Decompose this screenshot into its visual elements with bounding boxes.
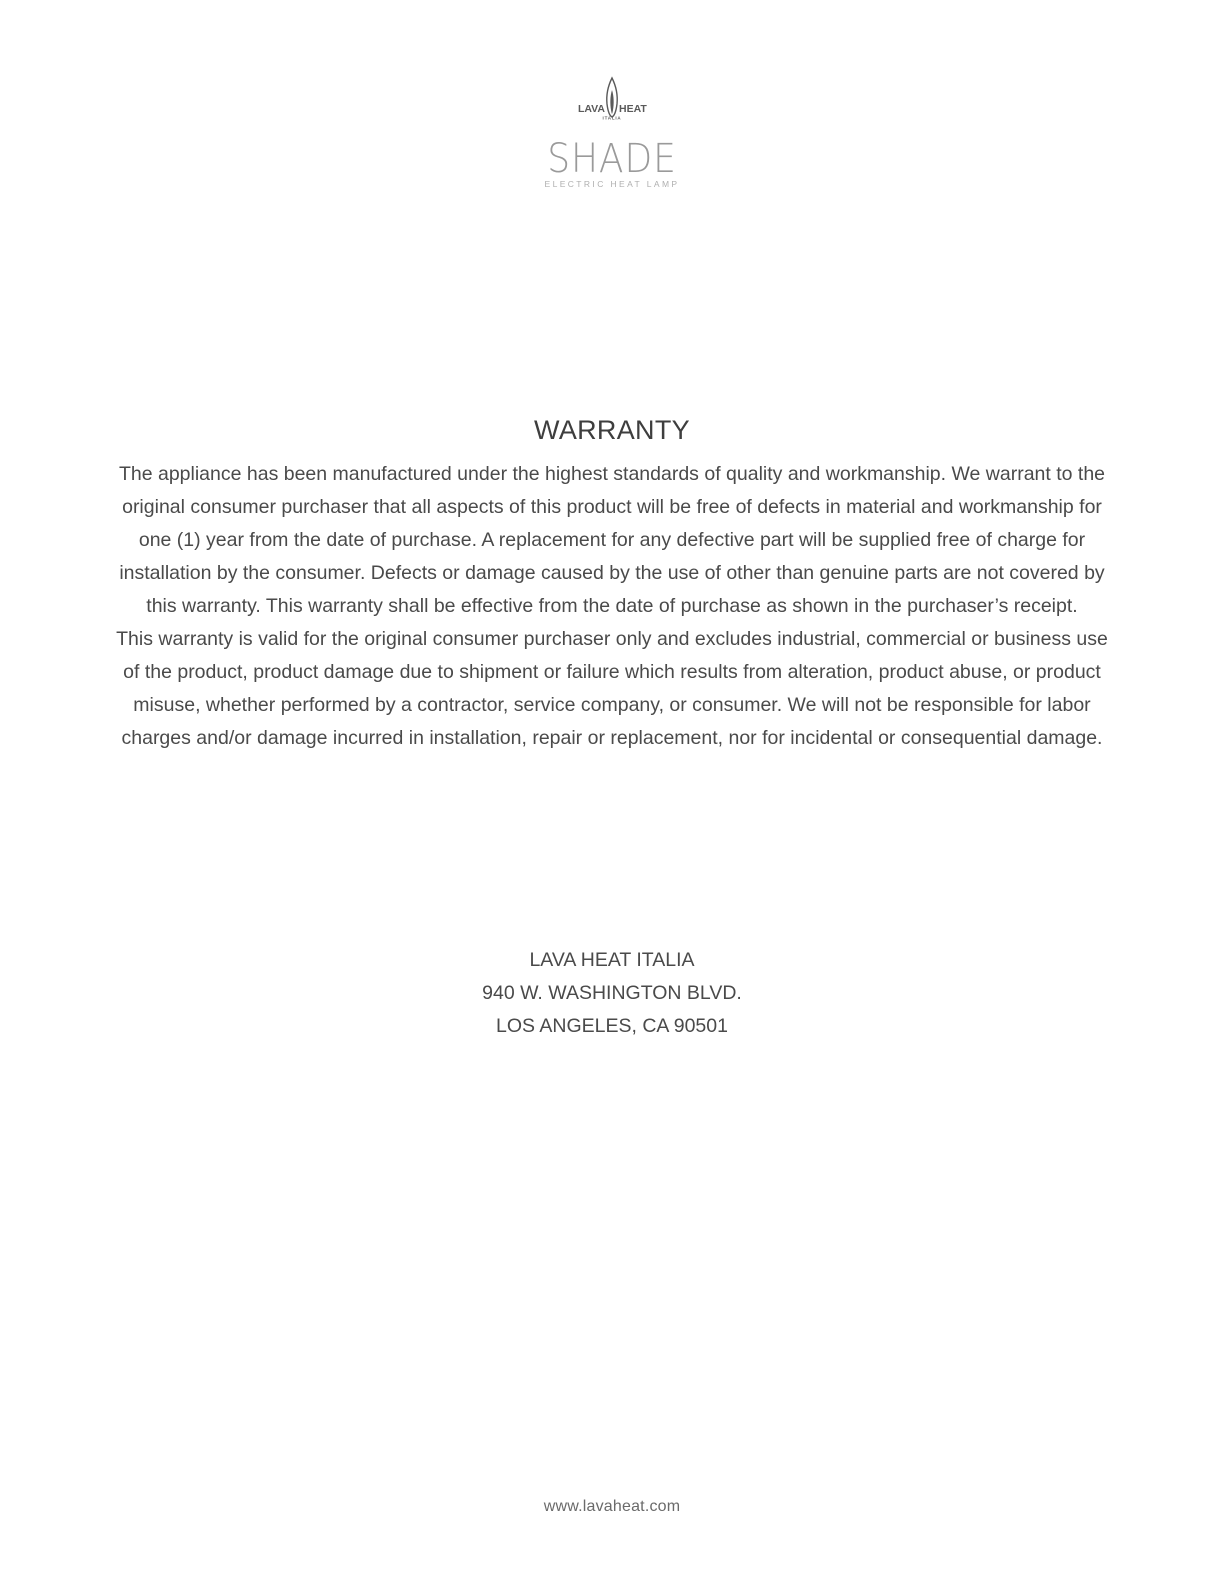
address-company: LAVA HEAT ITALIA (529, 949, 695, 971)
page-footer (0, 1498, 1224, 1516)
warranty-section (112, 412, 1112, 755)
warranty-paragraph-1: The appliance has been manufactured under the highest standards of quality and workmanship. We warrant to the original consumer purchaser that all aspects of this product will be free of defects in material and workmanship for one (1) year from the date of purchase. A replacement for any defective part will be supplied free of charge for installation by the consumer. Defects or damage caused by the use of other than genuine parts are not covered by this warranty. This warranty shall be effective from the date of purchase as shown in the purchaser’s receipt. (118, 463, 1106, 617)
product-tagline: ELECTRIC HEAT LAMP (544, 179, 680, 189)
company-address (0, 944, 1224, 1043)
flame-icon (607, 78, 618, 117)
logo-text-italia: ITALIA (602, 115, 622, 120)
brand-logo (567, 76, 657, 120)
product-name: SHADE (547, 136, 677, 182)
page-header (0, 76, 1224, 189)
logo-text-lava: LAVA (577, 103, 605, 115)
warranty-title: WARRANTY (534, 415, 690, 445)
address-street: 940 W. WASHINGTON BLVD. (482, 982, 742, 1004)
lava-heat-logo (567, 76, 657, 120)
website-link[interactable]: www.lavaheat.com (543, 1498, 681, 1515)
logo-text-heat: HEAT (619, 103, 647, 115)
address-city: LOS ANGELES, CA 90501 (496, 1015, 728, 1037)
warranty-paragraph-2: This warranty is valid for the original consumer purchaser only and excludes industrial, commercial or business use of the product, product damage due to shipment or failure which results from alteration, product abuse, or product misuse, whether performed by a contractor, service company, or consumer. We will not be responsible for labor charges and/or damage incurred in installation, repair or replacement, nor for incidental or consequential damage. (116, 628, 1108, 749)
product-mark (0, 136, 1224, 189)
